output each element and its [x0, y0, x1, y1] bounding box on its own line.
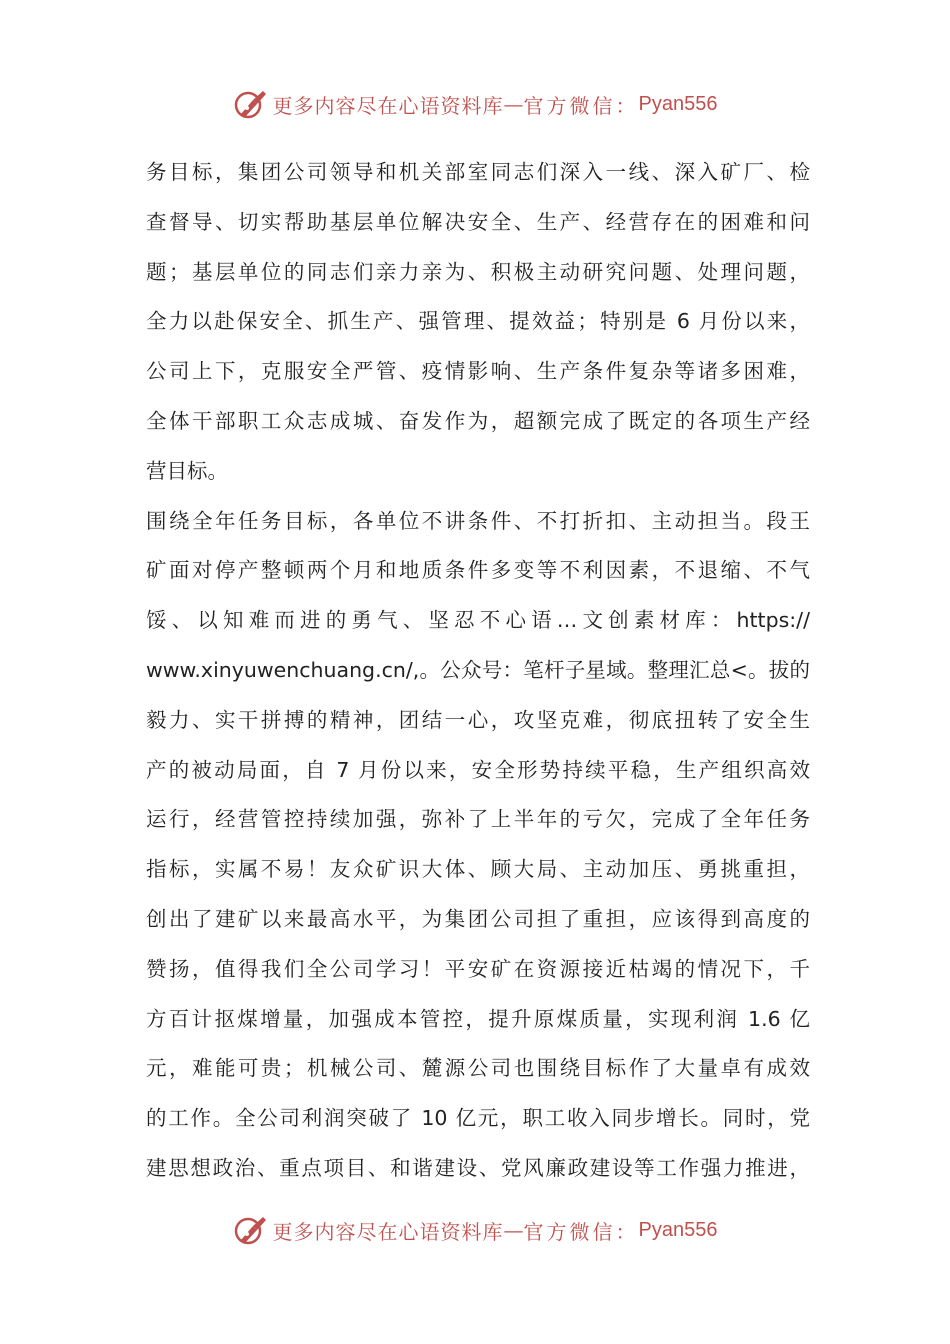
body-line: 赞扬，值得我们全公司学习！平安矿在资源接近枯竭的情况下，千 — [146, 956, 810, 981]
body-line: 围绕全年任务目标，各单位不讲条件、不打折扣、主动担当。段王 — [146, 508, 810, 533]
body-line: www.xinyuwenchuang.cn/,。公众号：笔杆子星域。整理汇总<。拔的 — [146, 657, 810, 682]
body-line: 毅力、实干拼搏的精神，团结一心，攻坚克难，彻底扭转了安全生 — [146, 707, 810, 732]
body-line: 全体干部职工众志成城、奋发作为，超额完成了既定的各项生产经 — [146, 408, 810, 433]
body-line: 指标，实属不易！友众矿识大体、顾大局、主动加压、勇挑重担， — [146, 857, 810, 882]
banner-dash: — — [503, 1218, 524, 1242]
banner-wechat-label: 官方微信： — [523, 93, 639, 118]
body-line: 馁、以知难而进的勇气、坚忍不心语…文创素材库：https:// — [146, 608, 810, 633]
banner-title: 更多内容尽在心语资料库 — [272, 1219, 504, 1244]
body-line: 的工作。全公司利润突破了 10 亿元，职工收入同步增长。同时，党 — [146, 1106, 810, 1131]
body-line: 查督导、切实帮助基层单位解决安全、生产、经营存在的困难和问 — [146, 209, 810, 234]
body-line: 矿面对停产整顿两个月和地质条件多变等不利因素，不退缩、不气 — [146, 558, 810, 583]
banner-wechat-id: Pyan556 — [638, 1218, 718, 1241]
pen-logo-icon — [233, 1212, 269, 1248]
body-line: 务目标，集团公司领导和机关部室同志们深入一线、深入矿厂、检 — [146, 160, 810, 184]
body-line: 产的被动局面，自 7 月份以来，安全形势持续平稳，生产组织高效 — [146, 757, 810, 782]
banner-wechat-id: Pyan556 — [638, 92, 718, 115]
body-line: 公司上下，克服安全严管、疫情影响、生产条件复杂等诸多困难， — [146, 359, 810, 384]
body-line: 运行，经营管控持续加强，弥补了上半年的亏欠，完成了全年任务 — [146, 807, 810, 832]
body-line: 创出了建矿以来最高水平，为集团公司担了重担，应该得到高度的 — [146, 906, 810, 931]
document-body — [146, 148, 810, 1194]
body-line: 全力以赴保安全、抓生产、强管理、提效益；特别是 6 月份以来， — [146, 309, 810, 334]
body-line: 建思想政治、重点项目、和谐建设、党风廉政建设等工作强力推进， — [146, 1155, 810, 1180]
pen-logo-icon — [233, 86, 269, 122]
header-banner — [0, 84, 950, 124]
footer-banner — [0, 1210, 950, 1250]
banner-title: 更多内容尽在心语资料库 — [272, 93, 504, 118]
body-line: 营目标。 — [146, 458, 228, 483]
body-line: 元，难能可贵；机械公司、麓源公司也围绕目标作了大量卓有成效 — [146, 1056, 810, 1081]
body-line: 题；基层单位的同志们亲力亲为、积极主动研究问题、处理问题， — [146, 259, 810, 284]
banner-wechat-label: 官方微信： — [523, 1219, 639, 1244]
body-line: 方百计抠煤增量，加强成本管控，提升原煤质量，实现利润 1.6 亿 — [146, 1006, 810, 1031]
banner-dash: — — [503, 92, 524, 116]
